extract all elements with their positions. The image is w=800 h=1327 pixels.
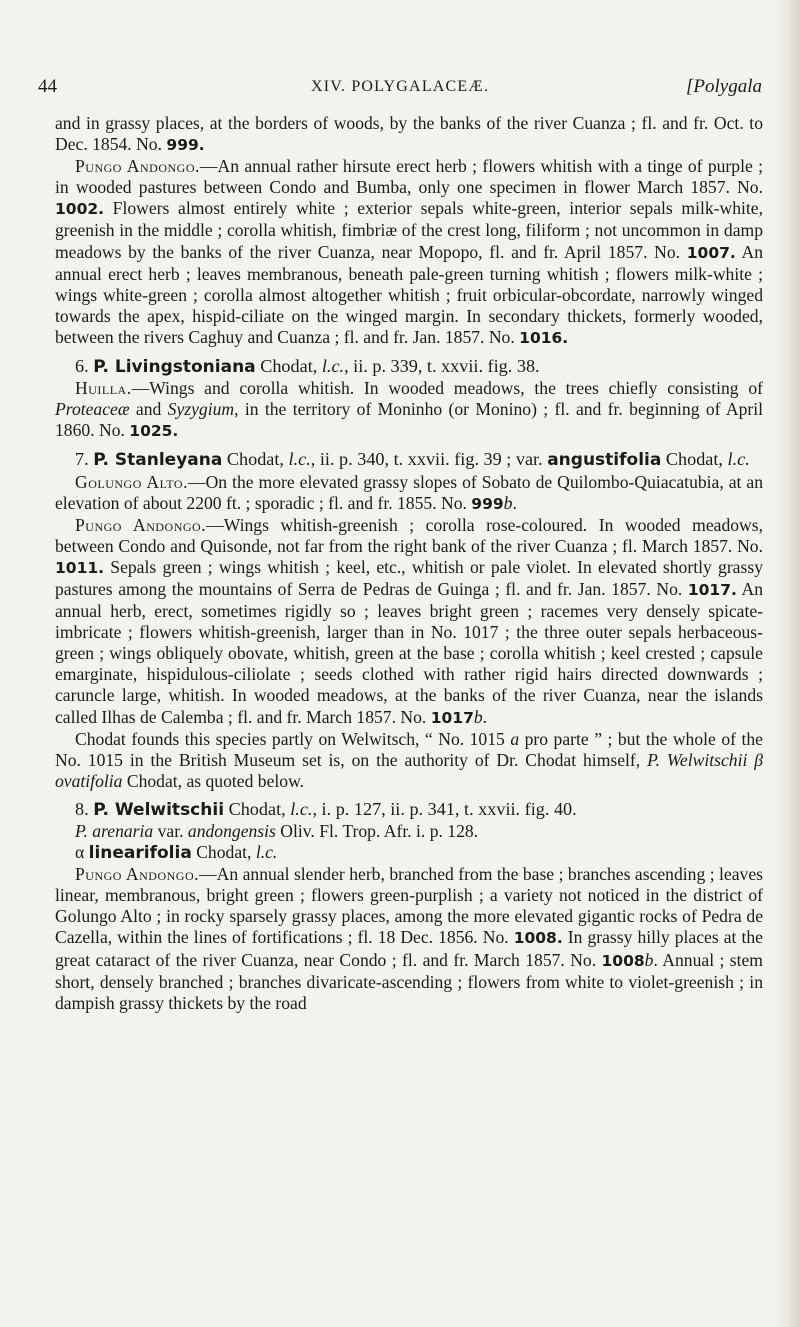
text-run: pro parte ” ; but the whole of the No. 1015 in the British Museum set is, on the authority of Dr. Chodat himself, [55, 728, 763, 770]
text-run: Flowers almost entirely white ; exterior sepals white-green, interior sepals milk-white, greenish in the middle ; corolla whitish, fimbriæ of the crest long, filiform ; not uncommon in damp meadows by the banks of the river Cuanza, near Mopopo, fl. and fr. April 1857. No. [55, 198, 763, 262]
specimen-number: 1011. [55, 558, 105, 577]
species-name: P. Welwitschii [93, 799, 225, 820]
species-heading-8 [55, 799, 763, 821]
taxon-name: Syzygium, [167, 399, 239, 420]
text-run: Oliv. Fl. Trop. Afr. i. p. 128. [275, 821, 479, 841]
loc-cit: l.c. [288, 449, 311, 470]
specimen-number: 1002. [55, 200, 105, 219]
loc-cit: l.c. [255, 842, 278, 863]
loc-cit: l.c. [727, 449, 750, 470]
specimen-suffix: b [503, 492, 513, 513]
locality-name: Pungo Andongo. [75, 156, 200, 177]
taxon-name: P. arenaria [75, 821, 154, 841]
locality-name: Pungo Andongo. [75, 864, 200, 885]
synonym-line [55, 821, 763, 842]
text-run: Sepals green ; wings whitish ; keel, etc., whitish or pale violet. In elevated shortly grassy pastures among the mountains of Serra de Pedras de Guinga ; fl. and fr. Jan. 1857. No. [55, 556, 763, 599]
species-number: 8. [75, 798, 94, 819]
specimen-number: 999 [471, 494, 504, 513]
specimen-suffix: b [473, 706, 483, 727]
text-run: . [482, 706, 488, 727]
running-head: XIV. POLYGALACEÆ. [310, 78, 490, 95]
text-run: . [512, 492, 517, 513]
text-run: In grassy hilly places at the great cataract of the river Cuanza, near Condo ; fl. and fr. March 1857. No. [55, 927, 763, 970]
body-text [55, 113, 763, 1014]
taxon-name: Proteaceæ [55, 399, 130, 420]
author: Chodat, [661, 449, 728, 470]
text-run: and in grassy places, at the borders of woods, by the banks of the river Cuanza ; fl. and fr. Oct. to Dec. 1854. No. [55, 113, 763, 155]
text-run: Chodat founds this species partly on Welwitsch, “ No. 1015 [75, 728, 511, 749]
text-run: var. [153, 821, 188, 841]
specimen-number: 999. [166, 136, 205, 155]
locality-name: Huilla. [75, 378, 132, 399]
loc-cit: l.c. [290, 798, 313, 819]
reference: , ii. p. 339, t. xxvii. fig. 38. [344, 356, 540, 377]
author: Chodat, [222, 449, 289, 470]
paragraph-continuation [55, 113, 763, 156]
locality-name: Golungo Alto. [75, 471, 188, 492]
species-name: P. Stanleyana [93, 450, 223, 471]
species-name: P. Livingstoniana [93, 357, 256, 378]
specimen-suffix: b [644, 949, 654, 970]
paragraph-huilla [55, 378, 763, 442]
text-run: Annual ; stem short, densely branched ; branches divaricate-ascending ; flowers from white to violet-greenish ; in dampish grassy thickets by the road [55, 949, 763, 1013]
paragraph-pungo-andongo [55, 156, 763, 349]
text-run: a [510, 728, 520, 749]
species-number: 6. [75, 356, 94, 377]
locality-name: Pungo Andongo. [75, 514, 207, 535]
text-run: —On the more elevated grassy slopes of Sobato de Quilombo-Quiacatubia, at an elevation of about 2200 ft. ; sporadic ; fl. and fr. 1855. No. [55, 471, 763, 513]
loc-cit: l.c. [321, 356, 345, 377]
text-run: —Wings and corolla whitish. In wooded meadows, the trees chiefly consisting of [131, 378, 763, 399]
species-number: 7. [75, 449, 94, 470]
text-run: —An annual rather hirsute erect herb ; flowers whitish with a tinge of purple ; in wooded pastures between Condo and Bumba, only one specimen in flower March 1857. No. [55, 156, 763, 198]
genus-heading: [Polygala [686, 76, 762, 97]
variety-name: angustifolia [547, 450, 662, 471]
page-number: 44 [38, 76, 57, 97]
text-run: An annual herb, erect, sometimes rigidly so ; leaves bright green ; racemes very densely spicate-imbricate ; flowers whitish-greenish, larger than in No. 1017 ; the three outer sepals herbaceous-green ; wings obliquely obovate, whitish, green at the base ; corolla whitish ; keel crested ; capsule emarginate, hispidulous-ciliolate ; seeds clothed with rather rigid hairs directed downwards ; caruncle large, whitish. In wooded meadows, at the banks of the river Cuanza, near the islands called Ilhas de Calemba ; fl. and fr. March 1857. No. [55, 578, 763, 727]
variety-marker: α [75, 842, 89, 863]
paragraph-golungo-alto [55, 472, 763, 515]
reference: , ii. p. 340, t. xxvii. fig. 39 ; var. [310, 449, 548, 470]
reference: , i. p. 127, ii. p. 341, t. xxvii. fig. 40. [312, 798, 577, 819]
taxon-name: andongensis [187, 821, 276, 841]
paragraph-pungo-andongo-3 [55, 864, 763, 1014]
variety-heading [55, 842, 763, 864]
page-header [38, 76, 762, 106]
specimen-number: 1008 [601, 951, 645, 970]
specimen-number: 1017. [687, 580, 737, 599]
text-run: . [653, 949, 658, 970]
paragraph-pungo-andongo-2 [55, 515, 763, 729]
variety-name: linearifolia [88, 843, 192, 864]
paragraph-chodat-note [55, 729, 763, 792]
author: Chodat, [255, 356, 322, 377]
text-run: Chodat, as quoted below. [122, 770, 305, 791]
species-heading-7 [55, 449, 763, 471]
text-run: An annual erect herb ; leaves membranous, beneath pale-green turning whitish ; flowers milk-white ; wings white-green ; corolla almost altogether whitish ; fruit orbicular-obcordate, narrowly winged towards the apex, hispid-ciliate on the winged margin. In secondary thickets, formerly wooded, between the rivers Caghuy and Cuanza ; fl. and fr. Jan. 1857. No. [55, 241, 763, 347]
species-heading-6 [55, 356, 763, 378]
specimen-number: 1025. [129, 422, 179, 441]
author: Chodat, [224, 798, 291, 819]
specimen-number: 1007. [686, 243, 736, 262]
text-run: in the territory of Moninho (or Monino) ; fl. and fr. beginning of April 1860. No. [55, 399, 764, 441]
specimen-number: 1016. [519, 328, 569, 347]
text-run: and [129, 399, 168, 420]
text-run: —Wings whitish-greenish ; corolla rose-coloured. In wooded meadows, between Condo and Quisonde, not far from the right bank of the river Cuanza ; fl. March 1857. No. [55, 514, 763, 556]
taxon-name: P. Welwitschii β ovatifolia [55, 749, 763, 791]
specimen-number: 1008. [513, 929, 563, 948]
text-run: —An annual slender herb, branched from the base ; branches ascending ; leaves linear, membranous, bright green ; flowers green-purplish ; a variety not noticed in the district of Golungo Alto ; in rocky sparsely grassy places, among the more elevated gigantic rocks of Pedra de Cazella, within the lines of fortifications ; fl. 18 Dec. 1856. No. [55, 864, 763, 948]
specimen-number: 1017 [430, 708, 474, 727]
author: Chodat, [191, 842, 256, 863]
